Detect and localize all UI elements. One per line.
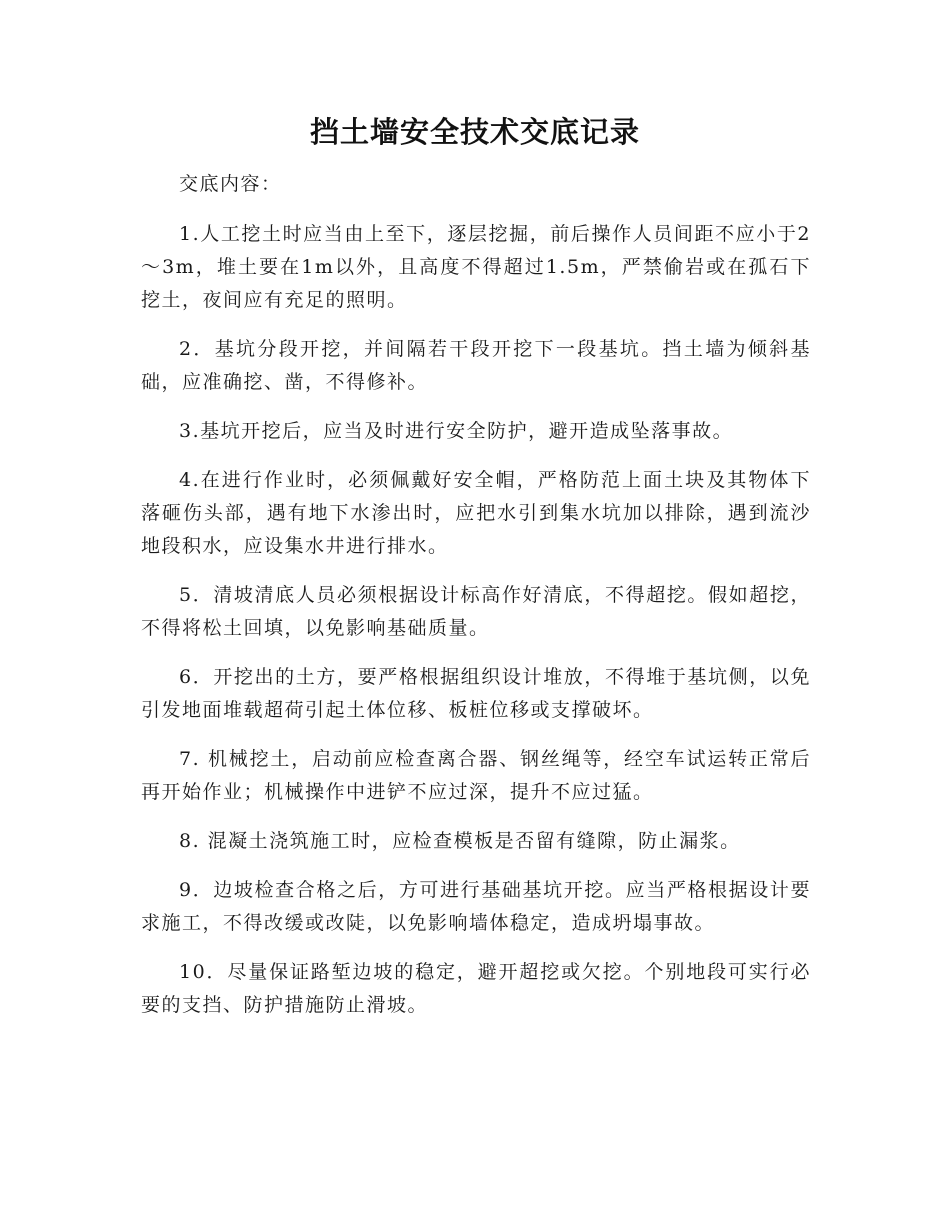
document-title: 挡土墙安全技术交底记录 xyxy=(309,115,640,149)
intro-label: 交底内容： xyxy=(179,173,282,195)
item-5: 5．清坡清底人员必须根据设计标高作好清底，不得超挖。假如超挖，不得将松土回填，以免影响基础质量。 xyxy=(141,584,811,639)
item-2: 2．基坑分段开挖，并间隔若干段开挖下一段基坑。挡土墙为倾斜基础，应准确挖、凿，不得修补。 xyxy=(141,338,811,393)
item-6: 6．开挖出的土方，要严格根据组织设计堆放，不得堆于基坑侧，以免引发地面堆载超荷引起土体位移、板桩位移或支撑破坏。 xyxy=(141,666,811,721)
item-10: 10．尽量保证路堑边坡的稳定，避开超挖或欠挖。个别地段可实行必要的支挡、防护措施防止滑坡。 xyxy=(141,961,811,1016)
item-4: 4.在进行作业时，必须佩戴好安全帽，严格防范上面土块及其物体下落砸伤头部，遇有地下水渗出时，应把水引到集水坑加以排除，遇到流沙地段积水，应设集水井进行排水。 xyxy=(141,469,811,557)
item-8: 8. 混凝土浇筑施工时，应检查模板是否留有缝隙，防止漏浆。 xyxy=(179,830,741,852)
item-1: 1.人工挖土时应当由上至下，逐层挖掘，前后操作人员间距不应小于2～3m，堆土要在1m以外，且高度不得超过1.5m，严禁偷岩或在孤石下挖土，夜间应有充足的照明。 xyxy=(141,223,811,311)
item-3: 3.基坑开挖后，应当及时进行安全防护，避开造成坠落事故。 xyxy=(179,420,734,442)
document-body xyxy=(141,168,811,1038)
item-7: 7. 机械挖土，启动前应检查离合器、钢丝绳等，经空车试运转正常后再开始作业；机械操作中进铲不应过深，提升不应过猛。 xyxy=(141,748,811,803)
item-9: 9．边坡检查合格之后，方可进行基础基坑开挖。应当严格根据设计要求施工，不得改缓或改陡，以免影响墙体稳定，造成坍塌事故。 xyxy=(141,879,811,934)
